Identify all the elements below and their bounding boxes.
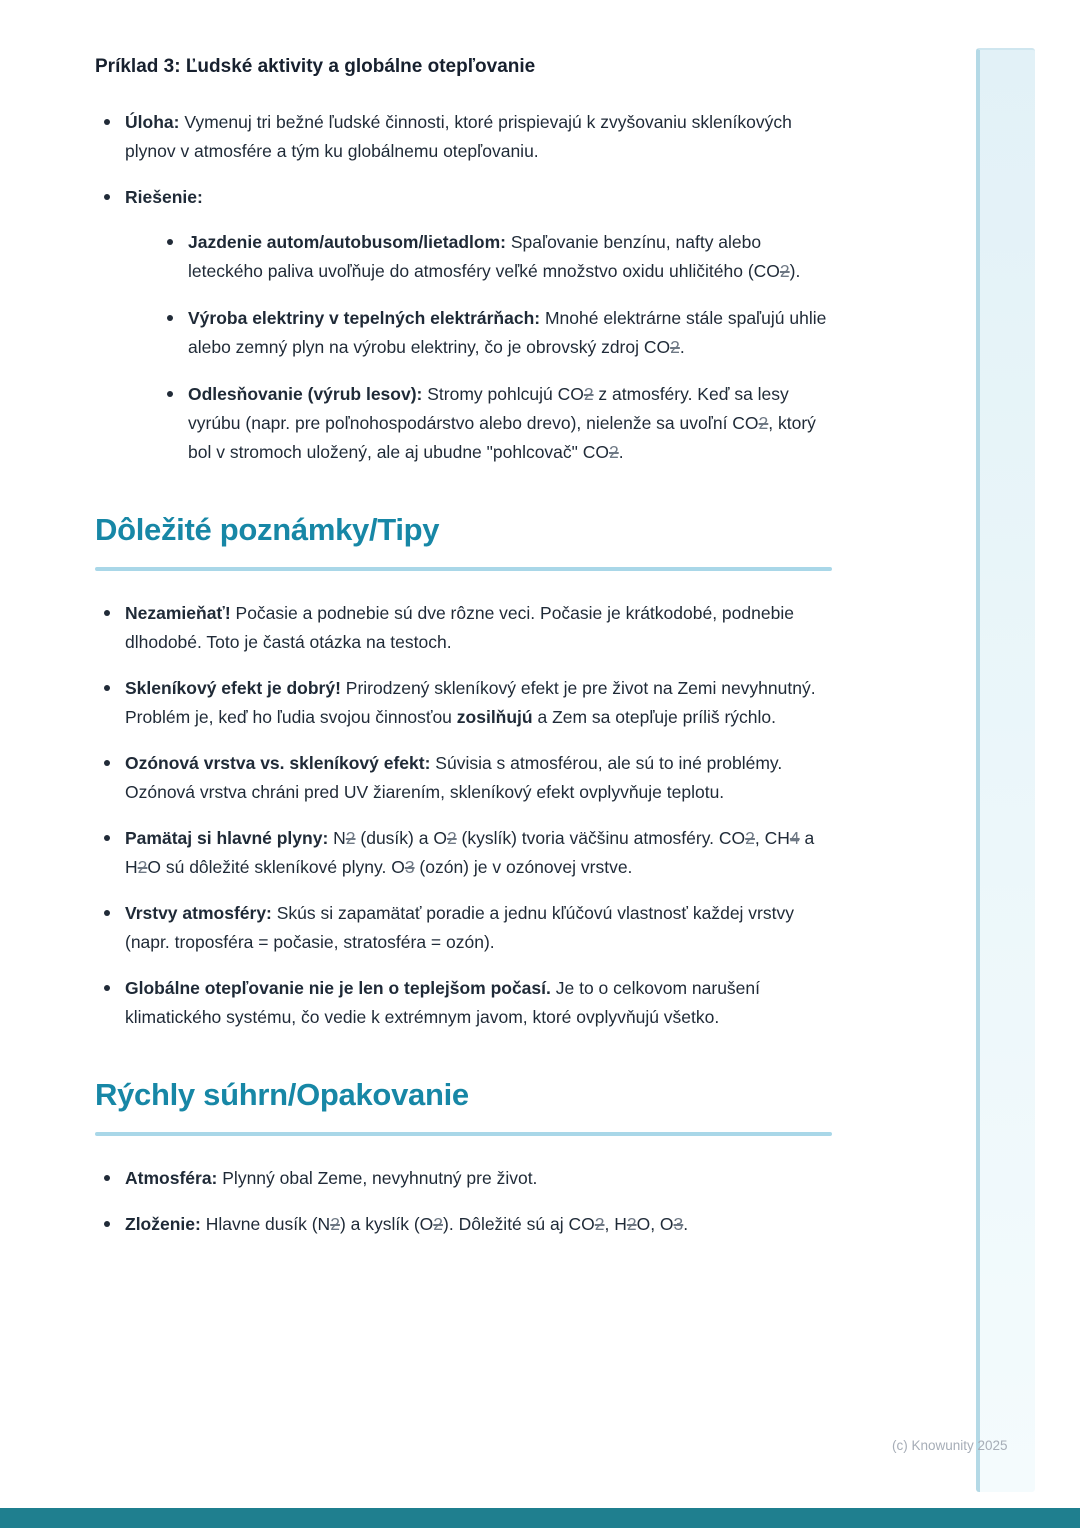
watermark: (c) Knowunity 2025	[892, 1438, 1008, 1453]
example-list	[95, 108, 832, 467]
bullet-icon	[104, 119, 110, 125]
list-item-text: Globálne otepľovanie nie je len o teplejšom počasí. Je to o celkovom narušení klimatického systému, čo vedie k extrémnym javom, ktoré ovplyvňujú všetko.	[125, 978, 761, 1027]
list-item	[95, 1164, 832, 1193]
section-heading-summary: Rýchly súhrn/Opakovanie	[95, 1077, 469, 1112]
list-item	[95, 1210, 832, 1239]
list-item	[95, 824, 832, 882]
list-item-text: Atmosféra: Plynný obal Zeme, nevyhnutný pre život.	[125, 1168, 538, 1188]
list-item	[95, 749, 832, 807]
list-item-text: Vrstvy atmosféry: Skús si zapamätať poradie a jednu kľúčovú vlastnosť každej vrstvy (napr. troposféra = počasie, stratosféra = ozón).	[125, 903, 794, 952]
bullet-icon	[104, 194, 110, 200]
list-item-text: Ozónová vrstva vs. skleníkový efekt: Súvisia s atmosférou, ale sú to iné problémy. Ozónová vrstva chráni pred UV žiarením, skleníkový efekt ovplyvňuje teplotu.	[125, 753, 783, 802]
bullet-icon	[167, 239, 173, 245]
bullet-icon	[167, 391, 173, 397]
bullet-icon	[167, 315, 173, 321]
list-item	[158, 304, 832, 362]
bullet-icon	[104, 760, 110, 766]
list-item-text: Pamätaj si hlavné plyny: N2 (dusík) a O2 (kyslík) tvoria väčšinu atmosféry. CO2, CH4 a H2O sú dôležité skleníkové plyny. O3 (ozón) je v ozónovej vrstve.	[125, 828, 815, 877]
list-item-text: Úloha: Vymenuj tri bežné ľudské činnosti, ktoré prispievajú k zvyšovaniu skleníkových plynov v atmosfére a tým ku globálnemu otepľovaniu.	[125, 112, 792, 161]
list-item	[95, 974, 832, 1032]
list-item-text: Výroba elektriny v tepelných elektrárňach: Mnohé elektrárne stále spaľujú uhlie alebo zemný plyn na výrobu elektriny, čo je obrovský zdroj CO2.	[188, 308, 827, 357]
bullet-icon	[104, 835, 110, 841]
list-item	[158, 228, 832, 286]
list-item	[95, 599, 832, 657]
bullet-icon	[104, 1221, 110, 1227]
list-item	[95, 674, 832, 732]
list-item-text: Zloženie: Hlavne dusík (N2) a kyslík (O2). Dôležité sú aj CO2, H2O, O3.	[125, 1214, 689, 1234]
bullet-icon	[104, 985, 110, 991]
document-page	[95, 56, 832, 1256]
heading-underline	[95, 1132, 832, 1136]
example-heading: Príklad 3: Ľudské aktivity a globálne otepľovanie	[95, 56, 536, 77]
summary-list	[95, 1164, 832, 1239]
footer-bar	[0, 1508, 1080, 1528]
list-item	[158, 380, 832, 467]
list-item-text: Skleníkový efekt je dobrý! Prirodzený skleníkový efekt je pre život na Zemi nevyhnutný. Problém je, keď ho ľudia svojou činnosťou zosilňujú a Zem sa otepľuje príliš rýchlo.	[125, 678, 816, 727]
side-accent-bar	[976, 48, 1035, 1492]
list-item	[95, 899, 832, 957]
bullet-icon	[104, 685, 110, 691]
bullet-icon	[104, 1175, 110, 1181]
list-item-text: Nezamieňať! Počasie a podnebie sú dve rôzne veci. Počasie je krátkodobé, podnebie dlhodobé. Toto je častá otázka na testoch.	[125, 603, 794, 652]
heading-underline	[95, 567, 832, 571]
bullet-icon	[104, 610, 110, 616]
section-heading-tips: Dôležité poznámky/Tipy	[95, 512, 440, 547]
solution-sublist	[158, 228, 832, 467]
list-item	[95, 108, 832, 166]
list-item	[95, 183, 832, 467]
list-item-text: Jazdenie autom/autobusom/lietadlom: Spaľovanie benzínu, nafty alebo leteckého paliva uvoľňuje do atmosféry veľké množstvo oxidu uhličitého (CO2).	[188, 232, 801, 281]
bullet-icon	[104, 910, 110, 916]
list-item-text: Riešenie:	[125, 187, 203, 207]
list-item-text: Odlesňovanie (výrub lesov): Stromy pohlcujú CO2 z atmosféry. Keď sa lesy vyrúbu (napr. pre poľnohospodárstvo alebo drevo), nielenže sa uvoľní CO2, ktorý bol v stromoch uložený, ale aj ubudne "pohlcovač" CO2.	[188, 384, 816, 462]
tips-list	[95, 599, 832, 1032]
